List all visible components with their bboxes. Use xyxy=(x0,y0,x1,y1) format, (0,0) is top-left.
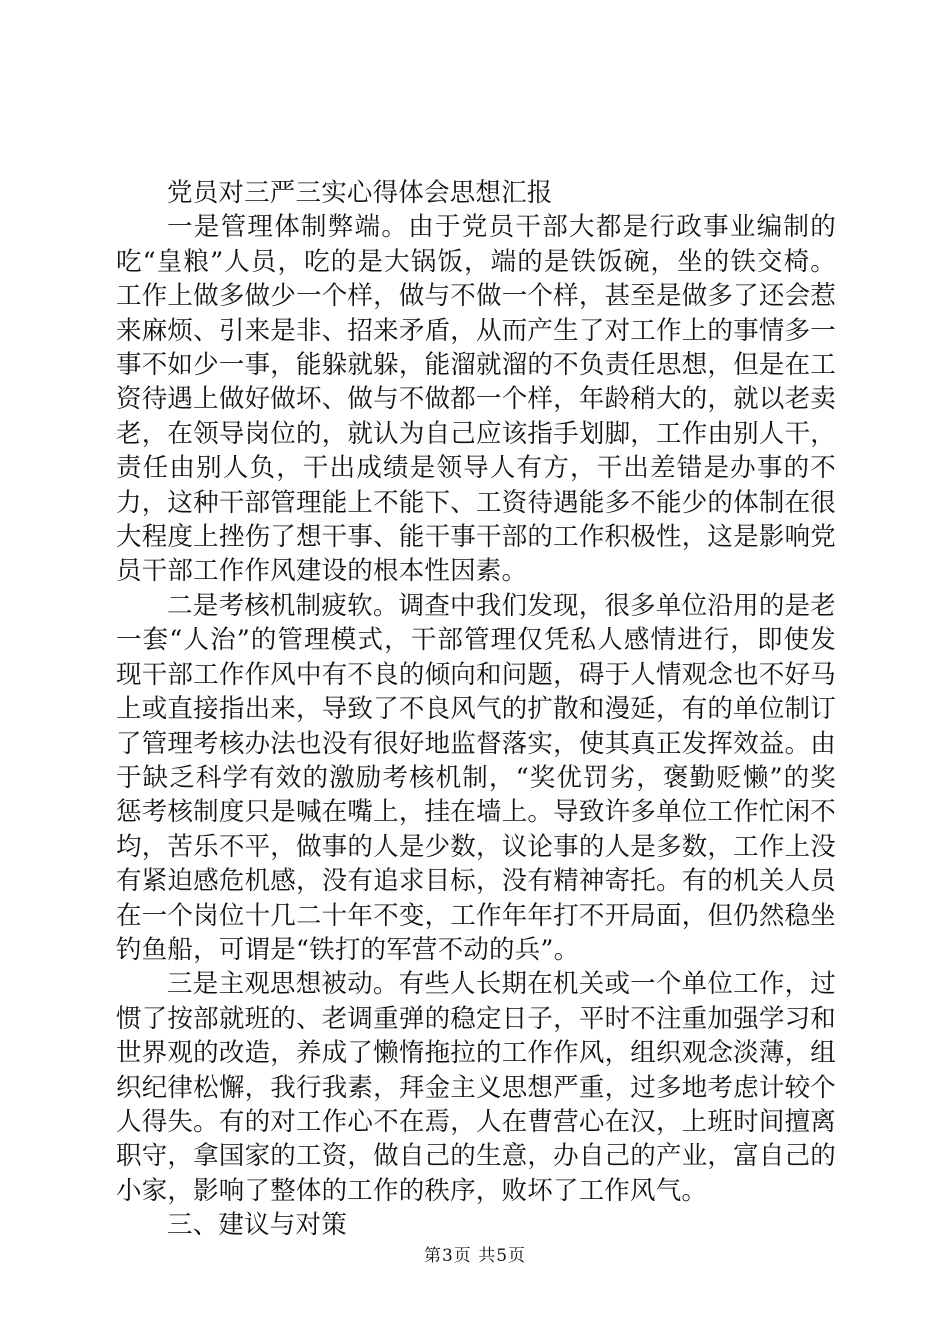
document-body xyxy=(116,176,836,1243)
paragraph-management-system: 一是管理体制弊端。由于党员干部大都是行政事业编制的吃“皇粮”人员，吃的是大锅饭，端的是铁饭碗，坐的铁交椅。工作上做多做少一个样，做与不做一个样，甚至是做多了还会惹来麻烦、引来是非、招来矛盾，从而产生了对工作上的事情多一事不如少一事，能躲就躲，能溜就溜的不负责任思想，但是在工资待遇上做好做坏、做与不做都一个样，年龄稍大的，就以老卖老，在领导岗位的，就认为自己应该指手划脚，工作由别人干，责任由别人负，干出成绩是领导人有方，干出差错是办事的不力，这种干部管理能上不能下、工资待遇能多不能少的体制在很大程度上挫伤了想干事、能干事干部的工作积极性，这是影响党员干部工作作风建设的根本性因素。 xyxy=(116,212,836,587)
document-title: 党员对三严三实心得体会思想汇报 xyxy=(167,178,553,208)
section-heading: 三、建议与对策 xyxy=(167,1210,347,1241)
paragraph-assessment-mechanism: 二是考核机制疲软。调查中我们发现，很多单位沿用的是老一套“人治”的管理模式，干部管理仅凭私人感情进行，即使发现干部工作作风中有不良的倾向和问题，碍于人情观念也不好马上或直接指出来，导致了不良风气的扩散和漫延，有的单位制订了管理考核办法也没有很好地监督落实，使其真正发挥效益。由于缺乏科学有效的激励考核机制，“奖优罚劣，褒勤贬懒”的奖惩考核制度只是喊在嘴上，挂在墙上。导致许多单位工作忙闲不均，苦乐不平，做事的人是少数，议论事的人是多数，工作上没有紧迫感危机感，没有追求目标，没有精神寄托。有的机关人员在一个岗位十几二十年不变，工作年年打不开局面，但仍然稳坐钓鱼船，可谓是“铁打的军营不动的兵”。 xyxy=(116,590,836,965)
page-number-footer: 第3页 共5页 xyxy=(423,1246,527,1266)
paragraph-subjective-thinking: 三是主观思想被动。有些人长期在机关或一个单位工作，过惯了按部就班的、老调重弹的稳定日子，平时不注重加强学习和世界观的改造，养成了懒惰拖拉的工作作风，组织观念淡薄，组织纪律松懈，我行我素，拜金主义思想严重，过多地考虑计较个人得失。有的对工作心不在焉，人在曹营心在汉，上班时间擅离职守，拿国家的工资，做自己的生意，办自己的产业，富自己的小家，影响了整体的工作的秩序，败坏了工作风气。 xyxy=(116,969,836,1206)
